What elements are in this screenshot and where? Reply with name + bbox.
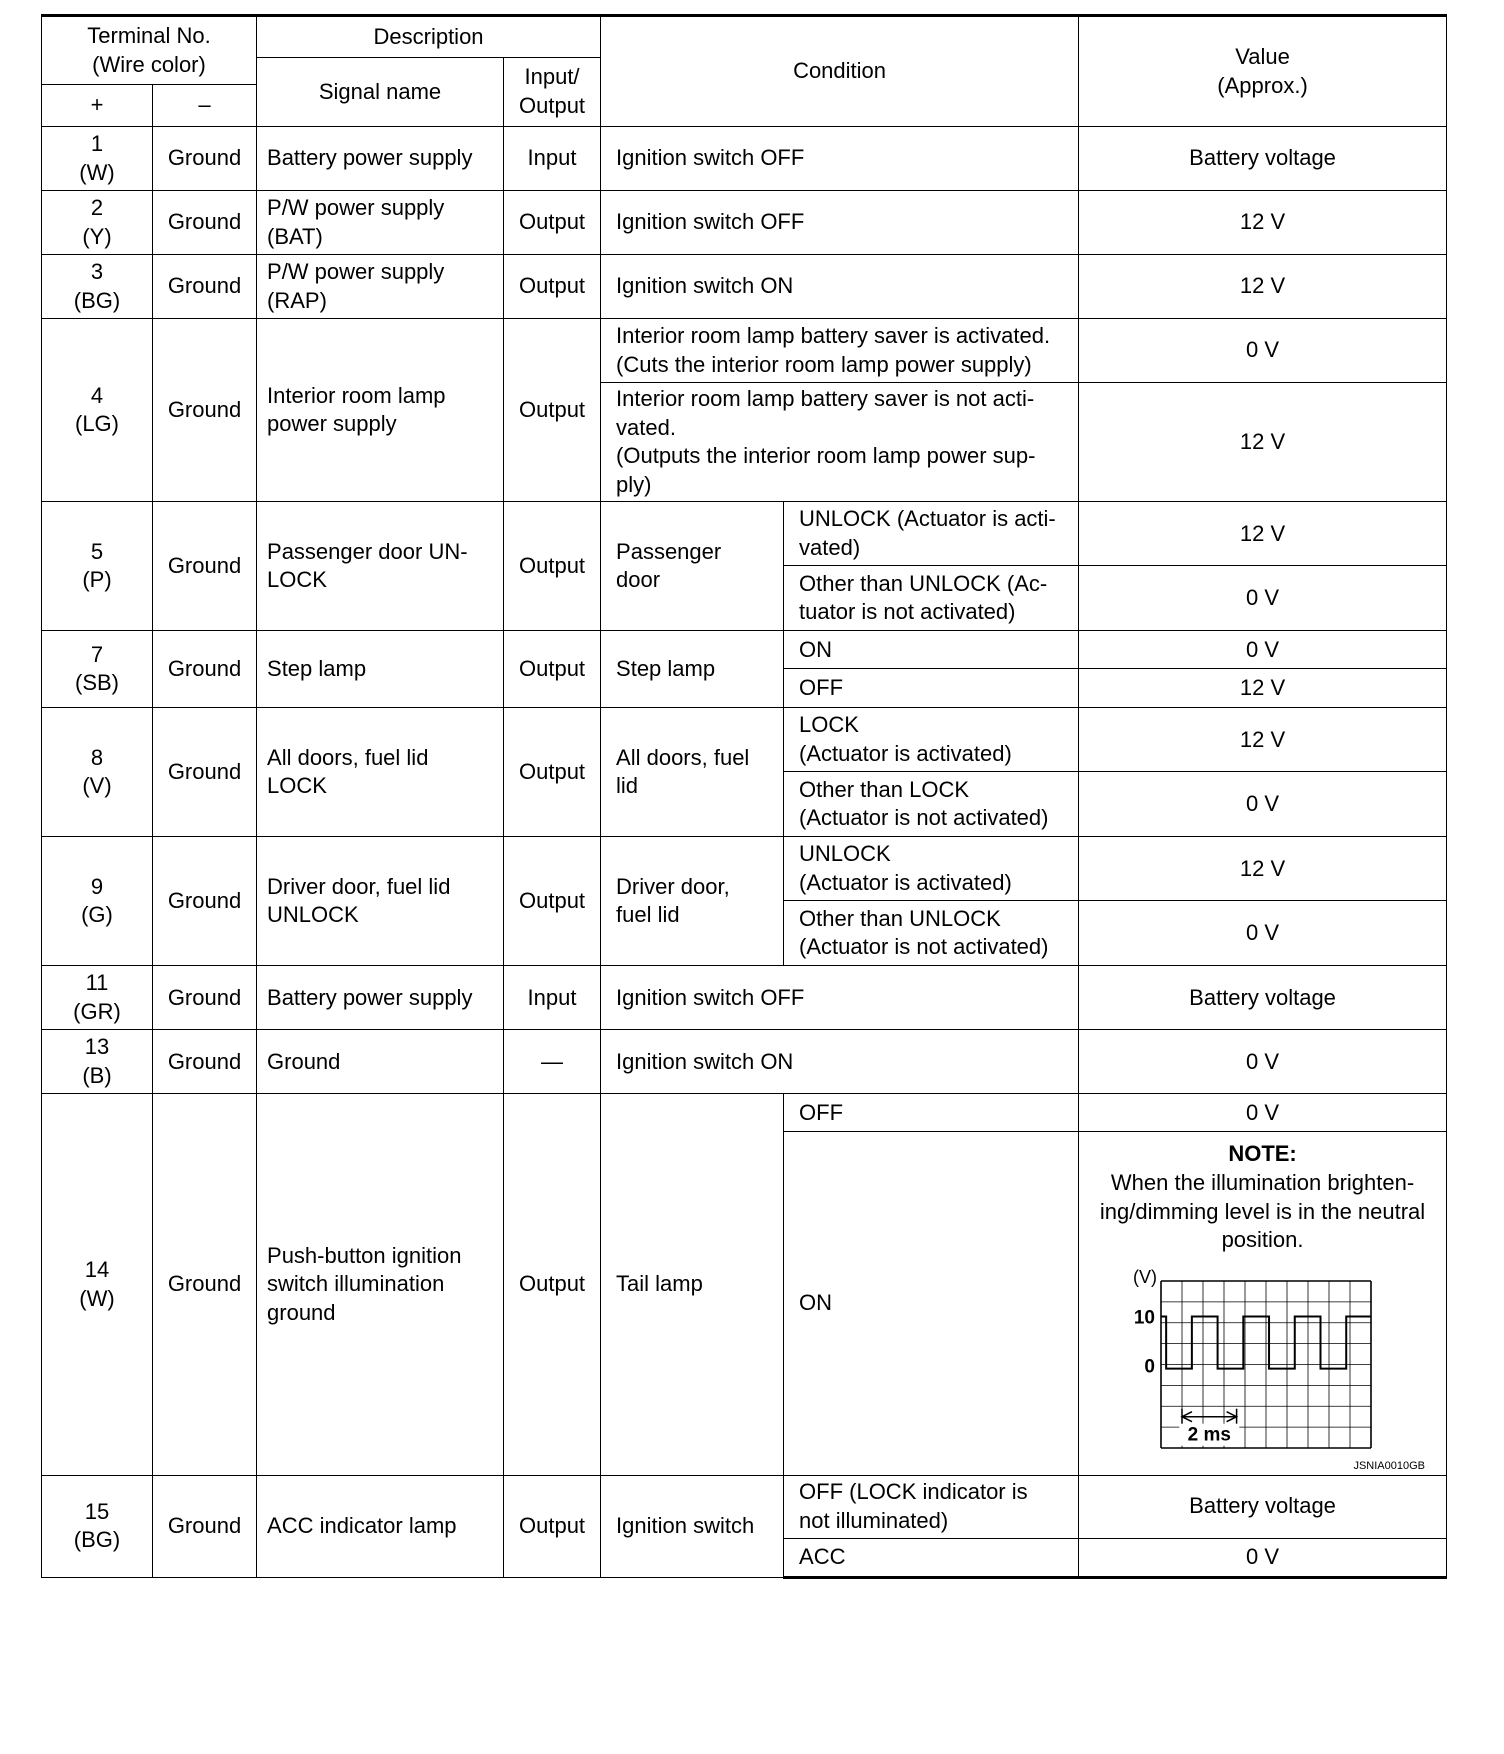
y-unit-label: (V) — [1132, 1266, 1157, 1287]
condition-cell: Ignition switch OFF — [601, 966, 1079, 1030]
header-terminal-line-2: (Wire color) — [92, 51, 206, 77]
condition-text-line: UNLOCK — [799, 841, 891, 867]
minus-terminal-cell: Ground — [153, 708, 257, 837]
condition-group-line: Ignition switch — [616, 1512, 755, 1538]
terminal-cell — [42, 127, 153, 191]
condition-cell: Ignition switch OFF — [601, 191, 1079, 255]
signal-name-line: UNLOCK — [267, 902, 359, 928]
condition-text-line: OFF — [799, 1099, 844, 1125]
header-terminal-line-1: Terminal No. — [87, 22, 211, 48]
signal-name-line: LOCK — [267, 567, 327, 593]
condition-text-line: Other than UNLOCK (Ac- — [799, 570, 1048, 596]
condition-text-line: (Actuator is activated) — [799, 869, 1012, 895]
terminal-number: 8 — [90, 744, 104, 770]
condition-text-line: ACC — [799, 1543, 846, 1569]
signal-name-line: switch illumination — [267, 1271, 445, 1297]
signal-name-cell — [257, 191, 504, 255]
condition-cell — [784, 502, 1079, 566]
condition-cell — [784, 1132, 1079, 1475]
header-io-line-2: Output — [519, 93, 586, 118]
condition-text-line: vated) — [799, 534, 861, 560]
terminal-number: 14 — [84, 1256, 110, 1282]
wire-color: (SB) — [75, 670, 119, 696]
condition-group-line: fuel lid — [616, 902, 680, 928]
header-input-output — [504, 58, 601, 127]
terminal-cell — [42, 631, 153, 708]
time-scale-label: 2 ms — [1187, 1424, 1231, 1446]
signal-name-cell — [257, 708, 504, 837]
wire-color: (Y) — [82, 223, 112, 249]
condition-text-line: OFF (LOCK indicator is — [799, 1479, 1028, 1505]
minus-terminal-cell: Ground — [153, 837, 257, 966]
terminal-number: 13 — [84, 1034, 110, 1060]
value-cell: 12 V — [1079, 191, 1447, 255]
minus-terminal-cell: Ground — [153, 191, 257, 255]
note-text-line: position. — [1221, 1227, 1304, 1253]
condition-group-cell — [601, 1094, 784, 1475]
condition-group-line: lid — [616, 773, 639, 799]
condition-text-line: Interior room lamp battery saver is activated. — [616, 322, 1051, 348]
minus-terminal-cell: Ground — [153, 255, 257, 319]
minus-terminal-cell: Ground — [153, 1030, 257, 1094]
minus-terminal-cell: Ground — [153, 1475, 257, 1577]
condition-text-line: Other than LOCK — [799, 776, 970, 802]
condition-group-line: Driver door, — [616, 873, 730, 899]
condition-cell: Ignition switch OFF — [601, 127, 1079, 191]
note-title: NOTE: — [1228, 1141, 1297, 1167]
condition-group-line: Step lamp — [616, 656, 716, 682]
table-row — [42, 708, 1447, 772]
condition-text-line: (Actuator is not activated) — [799, 805, 1049, 831]
signal-name-cell — [257, 837, 504, 966]
minus-terminal-cell: Ground — [153, 631, 257, 708]
signal-name-cell — [257, 127, 504, 191]
condition-text-line: OFF — [799, 675, 844, 701]
signal-name-cell — [257, 502, 504, 631]
table-row — [42, 255, 1447, 319]
note-text-line: ing/dimming level is in the neutral — [1099, 1198, 1426, 1224]
condition-text-line: UNLOCK (Actuator is acti- — [799, 506, 1056, 532]
table-row — [42, 1030, 1447, 1094]
signal-name-cell — [257, 319, 504, 502]
condition-group-cell — [601, 837, 784, 966]
input-output-cell: Output — [504, 837, 601, 966]
signal-name-line: ACC indicator lamp — [267, 1512, 457, 1538]
header-minus: – — [153, 85, 257, 127]
condition-text-line: (Outputs the interior room lamp power sup- — [616, 443, 1036, 469]
terminal-number: 9 — [90, 873, 104, 899]
terminal-cell — [42, 1475, 153, 1577]
wire-color: (GR) — [73, 998, 121, 1024]
signal-name-line: Interior room lamp — [267, 382, 446, 408]
condition-cell — [784, 1094, 1079, 1132]
condition-group-cell — [601, 631, 784, 708]
header-signal-name: Signal name — [257, 58, 504, 127]
condition-text-line: tuator is not activated) — [799, 599, 1016, 625]
value-cell: 0 V — [1079, 566, 1447, 631]
input-output-cell: Output — [504, 191, 601, 255]
header-plus: + — [42, 85, 153, 127]
wire-color: (W) — [79, 159, 115, 185]
signal-name-line: Passenger door UN- — [267, 538, 468, 564]
minus-terminal-cell: Ground — [153, 319, 257, 502]
value-cell: 12 V — [1079, 708, 1447, 772]
condition-group-cell — [601, 1475, 784, 1577]
value-cell: 12 V — [1079, 383, 1447, 502]
signal-name-line: Push-button ignition — [267, 1242, 462, 1268]
value-cell: Battery voltage — [1079, 1475, 1447, 1538]
value-cell: Battery voltage — [1079, 966, 1447, 1030]
terminal-cell — [42, 502, 153, 631]
condition-group-line: Tail lamp — [616, 1271, 703, 1297]
input-output-cell: Output — [504, 319, 601, 502]
input-output-cell: Input — [504, 966, 601, 1030]
header-value-line-2: (Approx.) — [1217, 72, 1308, 98]
terminal-number: 11 — [85, 970, 109, 996]
input-output-cell: Output — [504, 1094, 601, 1475]
value-cell: 0 V — [1079, 901, 1447, 966]
value-cell: 12 V — [1079, 837, 1447, 901]
table-row — [42, 127, 1447, 191]
terminal-cell — [42, 1030, 153, 1094]
minus-terminal-cell: Ground — [153, 1094, 257, 1475]
condition-text-line: (Cuts the interior room lamp power supply) — [616, 351, 1032, 377]
condition-text-line: ply) — [616, 471, 652, 497]
value-cell: 0 V — [1079, 772, 1447, 837]
condition-cell — [784, 669, 1079, 708]
signal-name-cell — [257, 1475, 504, 1577]
wire-color: (LG) — [75, 411, 119, 437]
terminal-number: 4 — [90, 382, 104, 408]
condition-cell — [784, 1475, 1079, 1538]
wire-color: (V) — [82, 773, 112, 799]
terminal-number: 5 — [90, 538, 104, 564]
signal-name-line: ground — [267, 1299, 336, 1325]
condition-cell — [784, 566, 1079, 631]
figure-code: JSNIA0010GB — [1353, 1459, 1425, 1472]
table-row — [42, 191, 1447, 255]
wire-color: (P) — [82, 567, 112, 593]
wire-color: (G) — [81, 902, 113, 928]
wire-color: (W) — [79, 1285, 115, 1311]
condition-cell — [784, 901, 1079, 966]
condition-group-line: door — [616, 567, 661, 593]
value-cell: 0 V — [1079, 1538, 1447, 1577]
minus-terminal-cell: Ground — [153, 966, 257, 1030]
y-high-label: 10 — [1133, 1307, 1155, 1329]
header-description: Description — [257, 16, 601, 58]
signal-name-cell — [257, 255, 504, 319]
header-terminal-no — [42, 16, 257, 85]
terminal-cell — [42, 255, 153, 319]
oscilloscope-waveform — [1093, 1261, 1433, 1473]
signal-name-cell — [257, 631, 504, 708]
condition-cell — [784, 772, 1079, 837]
signal-name-line: Battery power supply — [267, 145, 473, 171]
value-cell: 12 V — [1079, 502, 1447, 566]
terminal-cell — [42, 966, 153, 1030]
input-output-cell: — — [504, 1030, 601, 1094]
header-row-1 — [42, 16, 1447, 58]
header-io-line-1: Input/ — [524, 64, 580, 90]
header-value — [1079, 16, 1447, 127]
note-text-line: When the illumination brighten- — [1110, 1169, 1415, 1195]
terminal-number: 2 — [90, 194, 104, 220]
y-low-label: 0 — [1143, 1356, 1155, 1378]
terminal-cell — [42, 837, 153, 966]
signal-name-line: Ground — [267, 1048, 341, 1074]
signal-name-line: LOCK — [267, 773, 327, 799]
condition-group-cell — [601, 708, 784, 837]
condition-text-line: LOCK — [799, 712, 859, 738]
signal-name-line: Battery power supply — [267, 984, 473, 1010]
signal-name-line: (RAP) — [267, 287, 327, 313]
condition-cell: Ignition switch ON — [601, 1030, 1079, 1094]
condition-cell — [784, 708, 1079, 772]
condition-cell — [784, 1538, 1079, 1577]
condition-text-line: ON — [799, 1290, 833, 1316]
signal-name-cell — [257, 966, 504, 1030]
terminal-cell — [42, 319, 153, 502]
input-output-cell: Output — [504, 708, 601, 837]
condition-text-line: (Actuator is activated) — [799, 740, 1012, 766]
signal-name-line: P/W power supply — [267, 194, 445, 220]
condition-group-line: All doors, fuel — [616, 744, 750, 770]
terminal-cell — [42, 1094, 153, 1475]
condition-text-line: ON — [799, 636, 833, 662]
signal-name-line: Driver door, fuel lid — [267, 873, 451, 899]
table-row — [42, 319, 1447, 383]
condition-cell — [784, 837, 1079, 901]
signal-name-line: Step lamp — [267, 656, 367, 682]
minus-terminal-cell: Ground — [153, 502, 257, 631]
condition-text-line: Other than UNLOCK — [799, 905, 1001, 931]
terminal-cell — [42, 191, 153, 255]
minus-terminal-cell: Ground — [153, 127, 257, 191]
terminal-number: 1 — [90, 130, 104, 156]
input-output-cell: Input — [504, 127, 601, 191]
condition-text-line: (Actuator is not activated) — [799, 934, 1049, 960]
value-cell: 12 V — [1079, 669, 1447, 708]
header-condition: Condition — [601, 16, 1079, 127]
wire-color: (BG) — [73, 287, 121, 313]
table-row — [42, 837, 1447, 901]
signal-name-line: P/W power supply — [267, 258, 445, 284]
condition-cell: Ignition switch ON — [601, 255, 1079, 319]
table-row — [42, 1475, 1447, 1538]
wire-color: (BG) — [73, 1527, 121, 1553]
condition-text-line: not illuminated) — [799, 1507, 949, 1533]
signal-name-line: power supply — [267, 411, 397, 437]
table-row — [42, 631, 1447, 669]
terminal-number: 3 — [90, 258, 104, 284]
terminal-number: 7 — [90, 641, 104, 667]
condition-group-line: Passenger — [616, 538, 722, 564]
condition-text-line: Interior room lamp battery saver is not acti- — [616, 386, 1035, 411]
condition-cell — [784, 631, 1079, 669]
value-cell: 0 V — [1079, 319, 1447, 383]
table-row — [42, 966, 1447, 1030]
input-output-cell: Output — [504, 255, 601, 319]
signal-name-cell — [257, 1030, 504, 1094]
terminal-cell — [42, 708, 153, 837]
input-output-cell: Output — [504, 1475, 601, 1577]
value-cell: 0 V — [1079, 1030, 1447, 1094]
condition-cell — [601, 319, 1079, 383]
value-cell: 0 V — [1079, 1094, 1447, 1132]
condition-cell — [601, 383, 1079, 502]
value-note-cell — [1079, 1132, 1447, 1475]
value-cell: Battery voltage — [1079, 127, 1447, 191]
terminal-spec-table — [41, 14, 1447, 1579]
value-cell: 0 V — [1079, 631, 1447, 669]
table-row — [42, 1094, 1447, 1132]
condition-group-cell — [601, 502, 784, 631]
table-row — [42, 502, 1447, 566]
input-output-cell: Output — [504, 502, 601, 631]
signal-name-line: All doors, fuel lid — [267, 744, 429, 770]
input-output-cell: Output — [504, 631, 601, 708]
terminal-number: 15 — [84, 1498, 110, 1524]
signal-name-line: (BAT) — [267, 223, 323, 249]
signal-name-cell — [257, 1094, 504, 1475]
value-cell: 12 V — [1079, 255, 1447, 319]
wire-color: (B) — [82, 1062, 112, 1088]
header-value-line-1: Value — [1235, 43, 1290, 69]
condition-text-line: vated. — [616, 414, 676, 440]
